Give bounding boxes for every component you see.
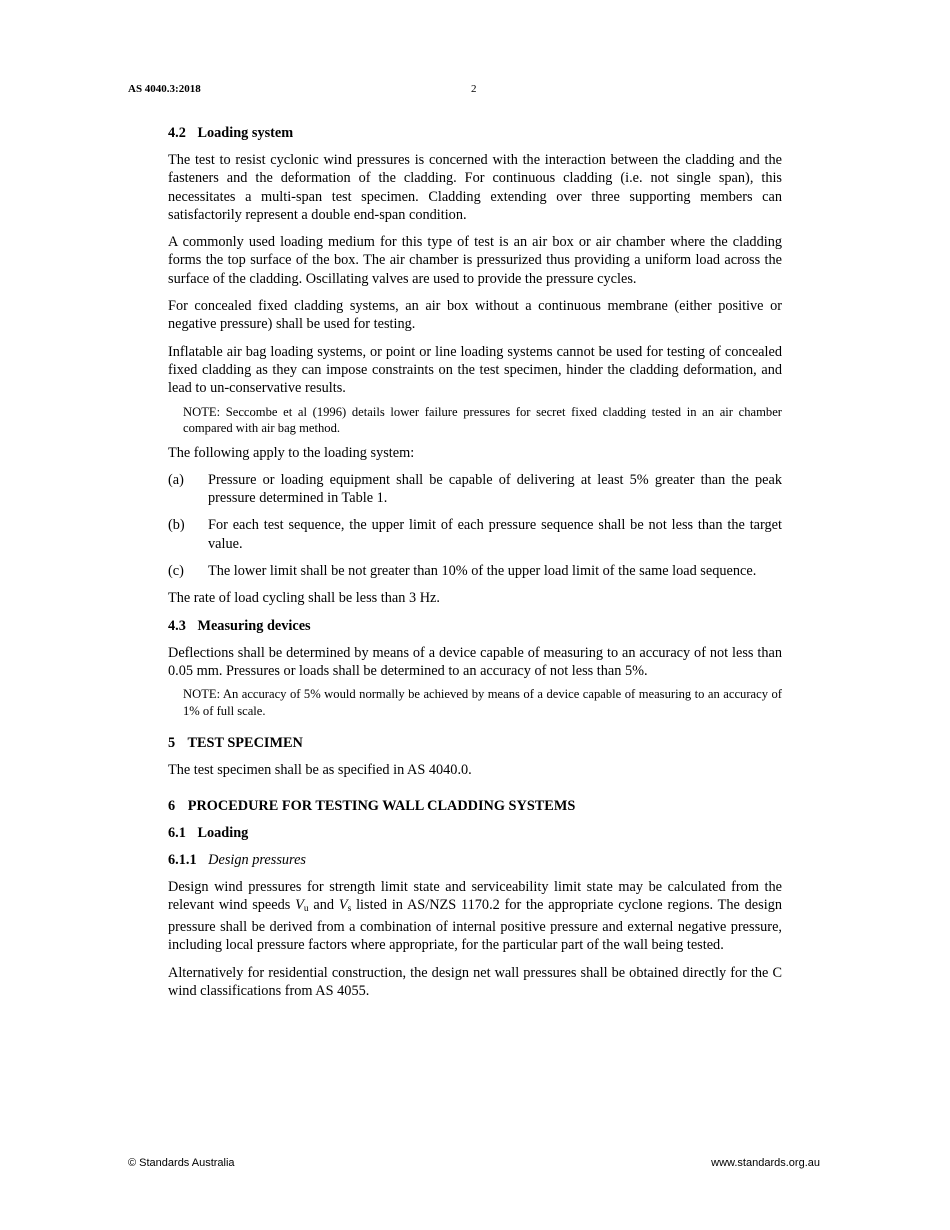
list-label: (a) [168, 471, 184, 488]
symbol-v: V [338, 896, 348, 913]
paragraph: A commonly used loading medium for this type of test is an air box or air chamber where the cladding forms the top surface of the box. The air chamber is pressurized thus providing a uniform load across the surface of the cladding. Oscillating valves are used to provide the pressure cycles. [168, 234, 782, 287]
list-item [168, 562, 782, 580]
document-id: AS 4040.3:2018 [128, 83, 201, 95]
section-heading-6-1 [168, 824, 782, 842]
list-text: The lower limit shall be not greater than 10% of the upper load limit of the same load sequence. [208, 563, 757, 580]
paragraph: The test specimen shall be as specified in AS 4040.0. [168, 762, 472, 779]
paragraph: The test to resist cyclonic wind pressures is concerned with the interaction between the cladding and the fasteners and the deformation of the cladding. For continuous cladding (i.e. not single span), this necessitates a multi-span test specimen. Cladding extending over three supporting members can satisfactorily represent a double end-span condition. [168, 152, 782, 223]
section-title: Design pressures [208, 851, 306, 868]
paragraph: Deflections shall be determined by means of a device capable of measuring to an accuracy of not less than 0.05 mm. Pressures or loads shall be determined to an accuracy of not less than 5%. [168, 644, 782, 679]
section-title: PROCEDURE FOR TESTING WALL CLADDING SYSTEMS [187, 797, 576, 814]
list-text: For each test sequence, the upper limit of each pressure sequence shall be not less than the target value. [208, 517, 782, 552]
list-item [168, 471, 782, 508]
subscript-s: s [347, 903, 352, 914]
footer-copyright: © Standards Australia [128, 1157, 235, 1169]
text-run: and [308, 896, 339, 913]
paragraph: For concealed fixed cladding systems, an air box without a continuous membrane (either positive or negative pressure) shall be used for testing. [168, 298, 782, 333]
text-run: listed in AS/NZS 1170.2 for the appropriate cyclone regions. The design pressure shall be derived from a combination of internal positive pressure and external negative pressure, including local pressure factors where appropriate, for the particular part of the wall being tested. [168, 896, 782, 954]
list-item [168, 516, 782, 553]
paragraph: The rate of load cycling shall be less than 3 Hz. [168, 590, 440, 607]
paragraph: The following apply to the loading system: [168, 444, 415, 461]
section-number: 4.3 [168, 617, 186, 634]
section-title: TEST SPECIMEN [187, 735, 303, 752]
note: NOTE: Seccombe et al (1996) details lower failure pressures for secret fixed cladding tested in an air chamber compared with air bag method. [183, 404, 782, 436]
section-heading-4-3 [168, 617, 782, 635]
footer-url[interactable]: www.standards.org.au [711, 1157, 820, 1169]
list-label: (c) [168, 563, 184, 580]
note: NOTE: An accuracy of 5% would normally be achieved by means of a device capable of measuring to an accuracy of 1% of full scale. [183, 687, 782, 718]
section-title: Loading system [197, 125, 294, 141]
page-number: 2 [471, 83, 477, 95]
subscript-u: u [303, 903, 309, 914]
text-run: Design wind pressures for strength limit state and serviceability limit state may be calculated from the relevant wind speeds [168, 878, 782, 913]
section-number: 6 [168, 797, 176, 814]
section-number: 6.1 [168, 824, 186, 841]
symbol-v: V [295, 896, 304, 913]
spacer [168, 726, 782, 734]
paragraph: Alternatively for residential construction, the design net wall pressures shall be obtained directly for the C wind classifications from AS 4055. [168, 964, 782, 1000]
section-title: Measuring devices [197, 617, 311, 634]
section-heading-6 [168, 797, 782, 815]
section-heading-5 [168, 734, 782, 752]
section-heading-6-1-1 [168, 851, 782, 869]
list-label: (b) [168, 517, 185, 534]
paragraph: Inflatable air bag loading systems, or point or line loading systems cannot be used for testing of concealed fixed cladding as they can impose constraints on the test specimen, hinder the cladding deformation, and lead to un-conservative results. [168, 343, 782, 397]
section-number: 6.1.1 [168, 851, 197, 868]
section-heading-4-2 [168, 124, 782, 142]
page-content [168, 124, 782, 1009]
paragraph [168, 878, 782, 955]
section-title: Loading [197, 824, 249, 841]
list-text: Pressure or loading equipment shall be capable of delivering at least 5% greater than the peak pressure determined in Table 1. [208, 471, 782, 507]
section-number: 4.2 [168, 125, 186, 141]
spacer [168, 789, 782, 797]
section-number: 5 [168, 735, 176, 752]
